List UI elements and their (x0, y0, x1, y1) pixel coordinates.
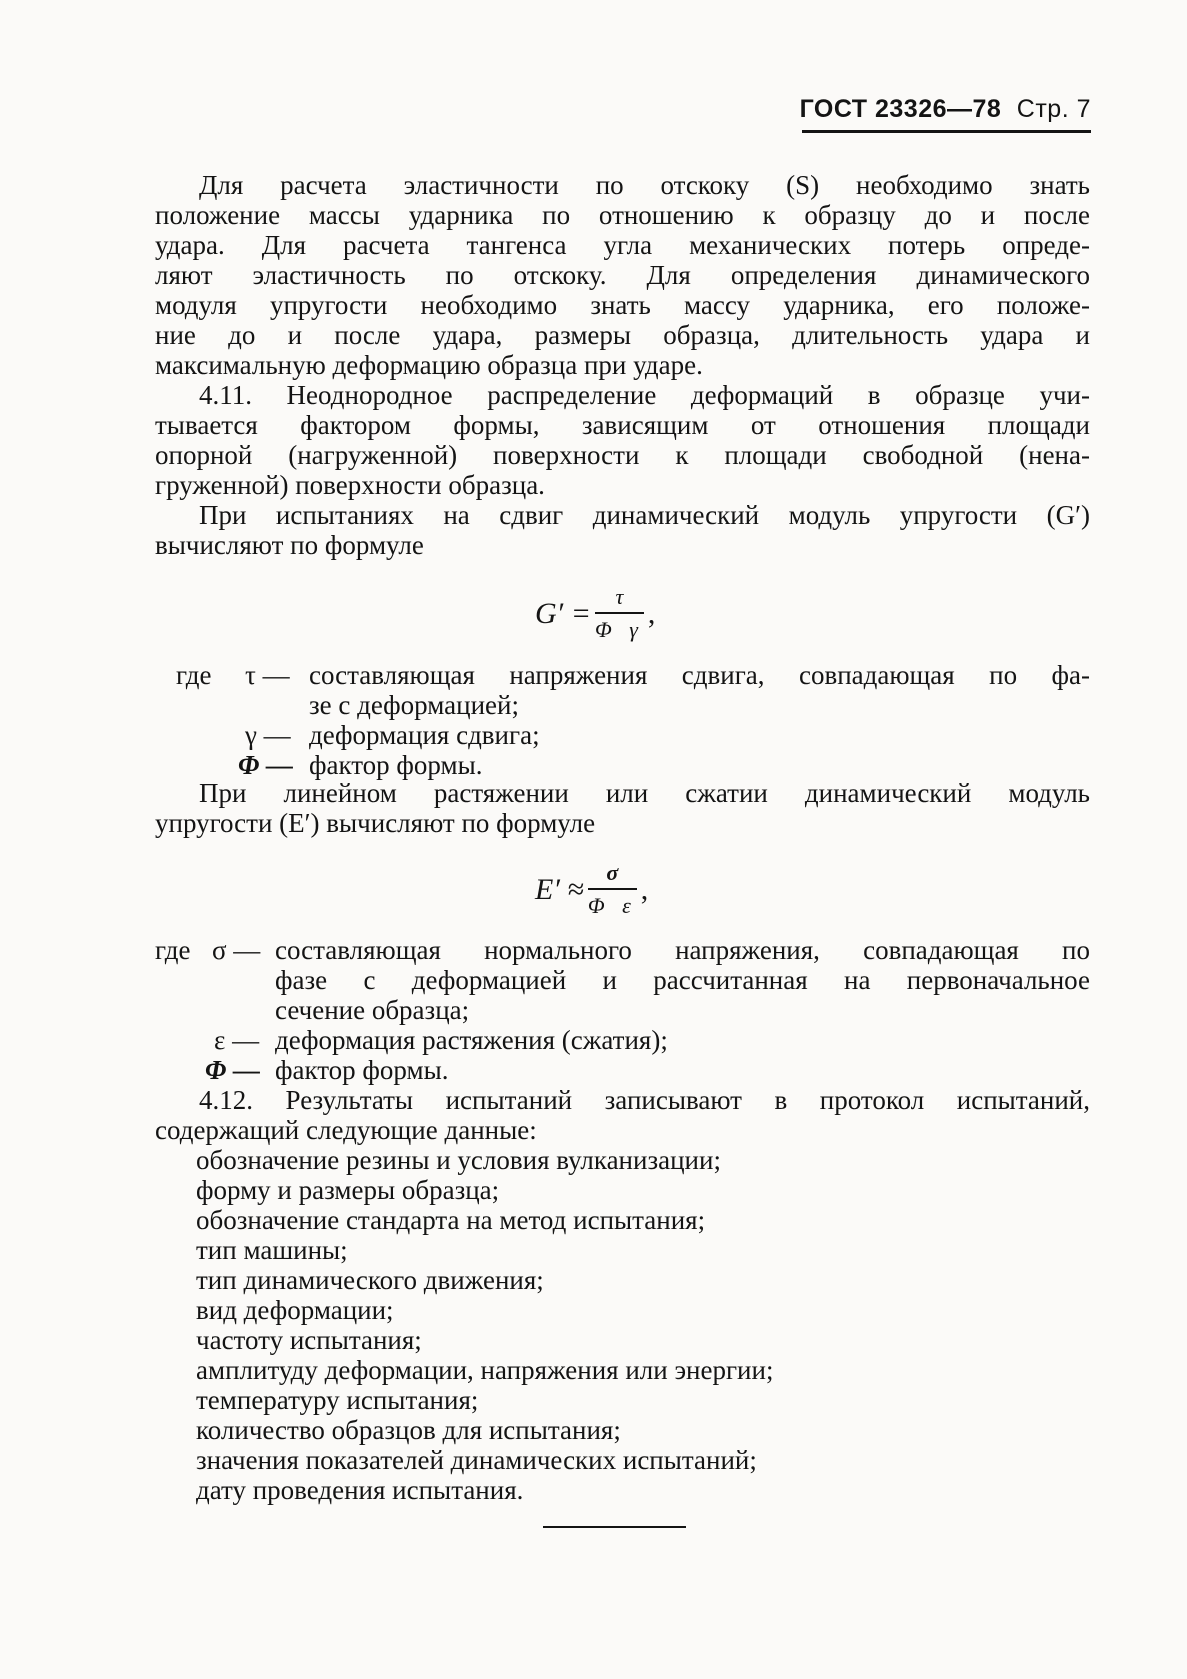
list-item: дату проведения испытания. (196, 1475, 524, 1505)
tension-paragraph (155, 778, 1090, 838)
list-item: амплитуду деформации, напряжения или энергии; (196, 1355, 774, 1385)
tau-definition-line: зе с деформацией; (309, 690, 519, 720)
where-label: где (155, 935, 191, 965)
text-line: груженной) поверхности образца. (155, 470, 545, 500)
fraction-numerator: σ (606, 860, 619, 885)
phi-definition: фактор формы. (309, 750, 483, 780)
text-line: 4.11. Неоднородное распределение деформаций в образце учи- (199, 380, 1090, 410)
text-line: 4.12. Результаты испытаний записывают в протокол испытаний, (199, 1085, 1090, 1115)
formula-comma: , (647, 596, 656, 630)
gamma-symbol: γ — (245, 720, 291, 750)
list-item: форму и размеры образца; (196, 1175, 500, 1205)
formula-tensile-modulus (535, 860, 648, 919)
list-item: обозначение стандарта на метод испытания; (196, 1205, 706, 1235)
shear-paragraph (155, 500, 1090, 560)
list-item: значения показателей динамических испытаний; (196, 1445, 757, 1475)
formula-fraction (595, 584, 644, 643)
gamma-definition: деформация сдвига; (309, 720, 540, 750)
text-line: удара. Для расчета тангенса угла механических потерь опреде- (155, 230, 1090, 260)
tau-definition-line: составляющая напряжения сдвига, совпадающая по фа- (309, 660, 1090, 690)
text-line: тывается фактором формы, зависящим от отношения площади (155, 410, 1090, 440)
fraction-numerator: τ (615, 584, 624, 609)
section-4-12 (155, 1085, 1090, 1145)
epsilon-symbol: ε — (214, 1025, 260, 1055)
formula-comma: , (640, 872, 649, 906)
end-rule (543, 1526, 686, 1528)
standard-number: ГОСТ 23326—78 (799, 95, 1002, 123)
sigma-definition-line: составляющая нормального напряжения, совпадающая по (275, 935, 1090, 965)
list-item: тип машины; (196, 1235, 348, 1265)
text-line: При испытаниях на сдвиг динамический модуль упругости (G′) (199, 500, 1090, 530)
formula-shear-modulus (535, 584, 655, 643)
list-item: тип динамического движения; (196, 1265, 544, 1295)
text-line: упругости (E′) вычисляют по формуле (155, 808, 596, 838)
sigma-symbol: σ — (212, 935, 261, 965)
formula-lhs: G′ = (535, 596, 591, 630)
text-line: модуля упругости необходимо знать массу ударника, его положе- (155, 290, 1090, 320)
formula-lhs: E′ ≈ (535, 872, 584, 906)
text-line: опорной (нагруженной) поверхности к площади свободной (нена- (155, 440, 1090, 470)
list-item: частоту испытания; (196, 1325, 422, 1355)
list-item: обозначение резины и условия вулканизации; (196, 1145, 721, 1175)
phi-symbol: Φ — (238, 750, 294, 780)
text-line: максимальную деформацию образца при ударе. (155, 350, 703, 380)
sigma-definition-line: фазе с деформацией и рассчитанная на первоначальное (275, 965, 1090, 995)
section-4-11 (155, 380, 1090, 500)
text-line: ние до и после удара, размеры образца, длительность удара и (155, 320, 1090, 350)
phi-symbol: Φ — (205, 1055, 261, 1085)
page-number: Стр. 7 (1016, 95, 1091, 123)
text-line: Для расчета эластичности по отскоку (S) необходимо знать (199, 170, 1090, 200)
text-line: положение массы ударника по отношению к образцу до и после (155, 200, 1090, 230)
fraction-denominator: Φ γ (594, 617, 644, 642)
list-item: температуру испытания; (196, 1385, 479, 1415)
list-item: вид деформации; (196, 1295, 394, 1325)
where-label: где (176, 660, 212, 690)
intro-paragraph (155, 170, 1090, 380)
fraction-denominator: Φ ε (587, 893, 637, 918)
text-line: содержащий следующие данные: (155, 1115, 537, 1145)
header-rule (802, 130, 1091, 133)
tau-symbol: τ — (245, 660, 290, 690)
text-line: вычисляют по формуле (155, 530, 424, 560)
text-line: ляют эластичность по отскоку. Для определения динамического (155, 260, 1090, 290)
epsilon-definition: деформация растяжения (сжатия); (275, 1025, 668, 1055)
sigma-definition-line: сечение образца; (275, 995, 470, 1025)
text-line: При линейном растяжении или сжатии динамический модуль (199, 778, 1090, 808)
formula-fraction (588, 860, 637, 919)
page-header (800, 95, 1091, 124)
list-item: количество образцов для испытания; (196, 1415, 621, 1445)
phi-definition: фактор формы. (275, 1055, 449, 1085)
